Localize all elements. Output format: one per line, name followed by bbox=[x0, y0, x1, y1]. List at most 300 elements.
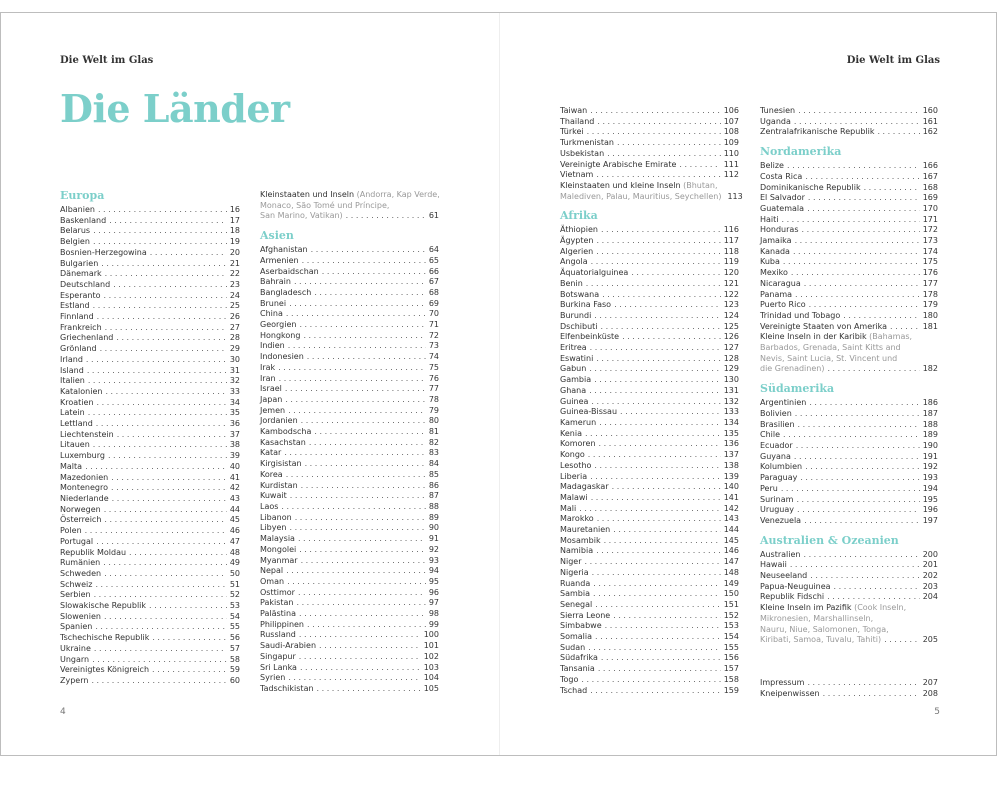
dot-leader bbox=[590, 472, 721, 483]
dot-leader bbox=[279, 374, 426, 385]
toc-entry-page: 58 bbox=[229, 654, 240, 664]
toc-entry-page: 112 bbox=[723, 170, 739, 180]
toc-entry-name: Kasachstan bbox=[260, 437, 306, 447]
toc-entry-page: 29 bbox=[229, 344, 240, 354]
toc-entry-page: 131 bbox=[723, 385, 739, 395]
toc-entry bbox=[260, 673, 439, 684]
toc-entry-name: China bbox=[260, 309, 283, 319]
dot-leader bbox=[590, 106, 721, 117]
toc-entry-page: 116 bbox=[723, 225, 739, 235]
toc-entry-page: 42 bbox=[229, 483, 240, 493]
toc-entry-name: Afghanistan bbox=[260, 245, 308, 255]
toc-entry-line bbox=[260, 190, 439, 201]
dot-leader bbox=[299, 545, 426, 556]
dot-leader bbox=[594, 375, 721, 386]
dot-leader bbox=[791, 268, 920, 279]
toc-entry-name: Aserbaidschan bbox=[260, 266, 319, 276]
toc-entry-page: 117 bbox=[723, 236, 739, 246]
toc-entry-name: Liechtenstein bbox=[60, 429, 114, 439]
toc-entry bbox=[560, 472, 739, 483]
toc-entry-page: 118 bbox=[723, 246, 739, 256]
dot-leader bbox=[116, 333, 226, 344]
toc-entry-name: Schweden bbox=[60, 568, 102, 578]
toc-entry-page: 186 bbox=[922, 398, 938, 408]
toc-entry-page: 94 bbox=[428, 566, 439, 576]
toc-entry-name: Malawi bbox=[560, 492, 588, 502]
toc-entry-name: Kurdistan bbox=[260, 480, 298, 490]
toc-entry bbox=[260, 309, 439, 320]
toc-entry-page: 160 bbox=[922, 106, 938, 115]
dot-leader bbox=[596, 546, 721, 557]
toc-entry bbox=[760, 117, 938, 128]
dot-leader bbox=[783, 257, 920, 268]
toc-entry-name: Uganda bbox=[760, 116, 791, 126]
dot-leader bbox=[288, 341, 426, 352]
toc-entry-name: Kleinstaaten und Inseln bbox=[260, 190, 357, 199]
dot-leader bbox=[594, 311, 720, 322]
dot-leader bbox=[278, 363, 426, 374]
toc-entry bbox=[260, 267, 439, 278]
toc-entry bbox=[60, 548, 240, 559]
toc-entry bbox=[560, 546, 739, 557]
toc-entry bbox=[560, 493, 739, 504]
toc-entry bbox=[60, 237, 240, 248]
toc-entry-page: 173 bbox=[922, 236, 938, 246]
toc-entry-page: 48 bbox=[229, 547, 240, 557]
toc-entry bbox=[760, 550, 938, 561]
toc-entry bbox=[560, 247, 739, 258]
toc-entry bbox=[60, 440, 240, 451]
toc-entry bbox=[260, 299, 439, 310]
toc-entry bbox=[260, 374, 439, 385]
toc-entry-page: 190 bbox=[922, 440, 938, 450]
toc-entry bbox=[760, 689, 938, 700]
toc-entry-page: 17 bbox=[229, 215, 240, 225]
toc-entry-line bbox=[760, 364, 938, 375]
dot-leader bbox=[594, 461, 720, 472]
toc-entry bbox=[760, 290, 938, 301]
dot-leader bbox=[598, 664, 721, 675]
toc-entry bbox=[760, 127, 938, 138]
dot-leader bbox=[807, 678, 919, 689]
toc-entry-name: Panama bbox=[760, 289, 793, 299]
dot-leader bbox=[299, 320, 425, 331]
toc-entry-page: 155 bbox=[723, 642, 739, 652]
dot-leader bbox=[597, 236, 721, 247]
toc-entry bbox=[560, 504, 739, 515]
dot-leader bbox=[804, 516, 920, 527]
dot-leader bbox=[795, 290, 920, 301]
toc-entry-page: 69 bbox=[428, 298, 439, 308]
toc-entry bbox=[60, 291, 240, 302]
toc-entry-page: 168 bbox=[922, 182, 938, 192]
dot-leader bbox=[807, 204, 920, 215]
toc-entry-name: Republik Fidschi bbox=[760, 592, 825, 602]
dot-leader bbox=[104, 569, 227, 580]
toc-entry-page: 192 bbox=[922, 462, 938, 472]
section-heading-suedamerika: Südamerika bbox=[760, 382, 835, 396]
toc-entry-page: 79 bbox=[428, 405, 439, 415]
toc-entry-page: 123 bbox=[723, 300, 739, 310]
toc-entry bbox=[60, 505, 240, 516]
dot-leader bbox=[300, 663, 421, 674]
dot-leader bbox=[299, 652, 421, 663]
toc-entry-page: 55 bbox=[229, 622, 240, 632]
dot-leader bbox=[298, 588, 426, 599]
toc-entry-name: Dschibuti bbox=[560, 321, 598, 331]
toc-entry-page: 46 bbox=[229, 526, 240, 536]
toc-entry-page: 106 bbox=[723, 106, 739, 115]
toc-entry bbox=[260, 630, 439, 641]
toc-entry-name: Kolumbien bbox=[760, 462, 803, 472]
dot-leader bbox=[98, 205, 227, 216]
toc-entry-name: Esperanto bbox=[60, 290, 101, 300]
dot-leader bbox=[783, 430, 920, 441]
dot-leader bbox=[93, 301, 227, 312]
toc-entry-page: 51 bbox=[229, 579, 240, 589]
dot-leader bbox=[117, 430, 227, 441]
dot-leader bbox=[809, 300, 920, 311]
toc-entry-page: 175 bbox=[922, 257, 938, 267]
toc-entry bbox=[60, 333, 240, 344]
toc-entry-name: Komoren bbox=[560, 439, 596, 449]
dot-leader bbox=[152, 633, 226, 644]
toc-entry bbox=[560, 621, 739, 632]
toc-entry-name: Kambodscha bbox=[260, 427, 312, 437]
toc-entry-page: 136 bbox=[723, 439, 739, 449]
toc-entry-name: Kleinstaaten und kleine Inseln bbox=[560, 180, 684, 190]
toc-entry-name: Elfenbeinküste bbox=[560, 332, 620, 342]
toc-entry-note: Mikronesien, Marshallinseln, bbox=[760, 613, 874, 623]
toc-entry-page: 149 bbox=[723, 578, 739, 588]
toc-entry-name: Irland bbox=[60, 354, 83, 364]
toc-entry bbox=[760, 322, 938, 333]
dot-leader bbox=[288, 406, 426, 417]
dot-leader bbox=[284, 448, 425, 459]
dot-leader bbox=[94, 644, 227, 655]
toc-entry-page: 31 bbox=[229, 365, 240, 375]
toc-entry-note: San Marino, Vatikan) bbox=[260, 211, 343, 221]
dot-leader bbox=[601, 322, 721, 333]
toc-entry bbox=[260, 363, 439, 374]
toc-entry bbox=[760, 409, 938, 420]
toc-entry-page: 141 bbox=[723, 492, 739, 502]
toc-entry bbox=[60, 344, 240, 355]
toc-entry-name: Äthiopien bbox=[560, 225, 598, 235]
toc-entry bbox=[560, 127, 739, 138]
toc-entry bbox=[60, 312, 240, 323]
toc-entry-name: Thailand bbox=[560, 116, 595, 126]
dot-leader bbox=[593, 579, 720, 590]
toc-entry-page: 193 bbox=[922, 473, 938, 483]
dot-leader bbox=[787, 161, 920, 172]
toc-entry-page: 188 bbox=[922, 419, 938, 429]
toc-entry-name: Ghana bbox=[560, 385, 587, 395]
toc-entry bbox=[60, 483, 240, 494]
dot-leader bbox=[311, 245, 426, 256]
dot-leader bbox=[289, 523, 425, 534]
dot-leader bbox=[798, 106, 920, 117]
toc-entry-page: 95 bbox=[428, 576, 439, 586]
toc-entry-name: Turkmenistan bbox=[560, 138, 614, 148]
toc-entry bbox=[760, 172, 938, 183]
dot-leader bbox=[877, 127, 919, 138]
toc-entry bbox=[60, 376, 240, 387]
toc-entry-page: 208 bbox=[922, 688, 938, 698]
dot-leader bbox=[803, 550, 919, 561]
toc-entry-page: 120 bbox=[723, 268, 739, 278]
toc-entry-page: 32 bbox=[229, 376, 240, 386]
toc-entry-page: 191 bbox=[922, 451, 938, 461]
dot-leader bbox=[109, 216, 227, 227]
toc-entry-text bbox=[760, 354, 897, 365]
toc-entry-name: Bangladesch bbox=[260, 287, 312, 297]
toc-entry bbox=[560, 482, 739, 493]
toc-entry-line bbox=[760, 603, 938, 614]
nordamerika-extra bbox=[760, 332, 938, 375]
toc-entry-name: Laos bbox=[260, 501, 279, 511]
toc-entry bbox=[60, 590, 240, 601]
toc-entry-name: Zentralafrikanische Republik bbox=[760, 127, 875, 137]
toc-entry bbox=[60, 537, 240, 548]
toc-entry-note: Kiribati, Samoa, Tuvalu, Tahiti) bbox=[760, 635, 882, 645]
toc-entry bbox=[760, 268, 938, 279]
dot-leader bbox=[596, 247, 721, 258]
toc-entry bbox=[760, 279, 938, 290]
dot-leader bbox=[631, 268, 720, 279]
toc-entry-page: 189 bbox=[922, 430, 938, 440]
anhang-list bbox=[760, 678, 938, 699]
toc-entry-page: 96 bbox=[428, 587, 439, 597]
toc-entry-name: Island bbox=[60, 365, 84, 375]
toc-entry bbox=[760, 398, 938, 409]
dot-leader bbox=[613, 611, 720, 622]
toc-entry-line bbox=[760, 354, 938, 365]
dot-leader bbox=[802, 225, 920, 236]
dot-leader bbox=[595, 632, 721, 643]
dot-leader bbox=[795, 409, 920, 420]
toc-entry-page: 122 bbox=[723, 289, 739, 299]
dot-leader bbox=[587, 127, 721, 138]
toc-entry-page: 154 bbox=[723, 632, 739, 642]
toc-entry-page: 91 bbox=[428, 534, 439, 544]
toc-entry-name: Libanon bbox=[260, 512, 292, 522]
toc-entry bbox=[560, 106, 739, 117]
toc-entry-name: Schweiz bbox=[60, 579, 93, 589]
dot-leader bbox=[607, 149, 721, 160]
toc-entry bbox=[260, 288, 439, 299]
toc-entry bbox=[260, 341, 439, 352]
toc-entry bbox=[260, 481, 439, 492]
toc-entry-name: Syrien bbox=[260, 673, 286, 683]
toc-entry bbox=[260, 609, 439, 620]
dot-leader bbox=[890, 322, 920, 333]
toc-entry-page: 57 bbox=[229, 643, 240, 653]
page-number-right: 5 bbox=[934, 707, 940, 717]
toc-entry bbox=[60, 473, 240, 484]
toc-entry bbox=[760, 106, 938, 117]
toc-entry-page: 159 bbox=[723, 685, 739, 695]
toc-entry-name: Äquatorialguinea bbox=[560, 268, 629, 278]
toc-entry-line bbox=[760, 635, 938, 646]
toc-entry bbox=[60, 226, 240, 237]
toc-entry-text bbox=[760, 364, 824, 375]
toc-entry-name: Oman bbox=[260, 576, 285, 586]
toc-entry-page: 179 bbox=[922, 300, 938, 310]
toc-entry bbox=[260, 523, 439, 534]
toc-entry-name: Osttimor bbox=[260, 587, 295, 597]
dot-leader bbox=[149, 601, 227, 612]
toc-entry-page: 200 bbox=[922, 549, 938, 559]
dot-leader bbox=[307, 352, 426, 363]
toc-entry bbox=[260, 545, 439, 556]
toc-entry bbox=[760, 420, 938, 431]
toc-entry-text bbox=[260, 201, 389, 212]
toc-entry-name: Jemen bbox=[260, 405, 286, 415]
toc-entry-text bbox=[760, 603, 906, 614]
dot-leader bbox=[591, 397, 720, 408]
toc-entry-name: Brunei bbox=[260, 298, 287, 308]
toc-entry-page: 60 bbox=[229, 675, 240, 685]
dot-leader bbox=[800, 473, 919, 484]
toc-entry bbox=[560, 600, 739, 611]
toc-entry-name: Italien bbox=[60, 376, 85, 386]
toc-entry-name: Georgien bbox=[260, 320, 297, 330]
dot-leader bbox=[286, 470, 426, 481]
toc-entry-page: 84 bbox=[428, 459, 439, 469]
toc-entry-page: 77 bbox=[428, 384, 439, 394]
toc-entry bbox=[560, 632, 739, 643]
toc-entry bbox=[560, 236, 739, 247]
toc-entry bbox=[560, 429, 739, 440]
toc-entry bbox=[260, 459, 439, 470]
toc-entry-name: Tschad bbox=[560, 685, 588, 695]
toc-entry-page: 66 bbox=[428, 266, 439, 276]
toc-entry-name: Grönland bbox=[60, 344, 97, 354]
toc-entry-note: Nauru, Niue, Salomonen, Tonga, bbox=[760, 624, 889, 634]
dot-leader bbox=[305, 459, 426, 470]
toc-entry-name: Türkei bbox=[560, 127, 584, 137]
toc-entry bbox=[260, 684, 439, 695]
toc-entry-page: 156 bbox=[723, 653, 739, 663]
dot-leader bbox=[601, 225, 721, 236]
toc-entry-page: 47 bbox=[229, 536, 240, 546]
toc-entry-name: Belarus bbox=[60, 226, 91, 236]
toc-entry-line bbox=[560, 191, 743, 203]
toc-entry-name: Madagaskar bbox=[560, 482, 609, 492]
dot-leader bbox=[588, 643, 721, 654]
toc-entry bbox=[60, 205, 240, 216]
toc-entry bbox=[560, 611, 739, 622]
dot-leader bbox=[88, 376, 227, 387]
toc-entry-page: 22 bbox=[229, 269, 240, 279]
toc-entry bbox=[60, 633, 240, 644]
toc-entry-name: Albanien bbox=[60, 205, 95, 214]
dot-leader bbox=[295, 513, 426, 524]
toc-entry-name: Taiwan bbox=[560, 106, 588, 115]
toc-entry-page: 121 bbox=[723, 278, 739, 288]
toc-entry bbox=[760, 247, 938, 258]
toc-entry-page: 72 bbox=[428, 330, 439, 340]
toc-entry-page: 24 bbox=[229, 290, 240, 300]
toc-entry bbox=[560, 450, 739, 461]
toc-entry bbox=[560, 170, 739, 181]
toc-entry bbox=[60, 259, 240, 270]
toc-entry-page: 89 bbox=[428, 512, 439, 522]
toc-entry-name: Senegal bbox=[560, 599, 593, 609]
toc-entry bbox=[260, 663, 439, 674]
toc-entry-page: 56 bbox=[229, 633, 240, 643]
dot-leader bbox=[793, 247, 920, 258]
toc-entry-line bbox=[260, 201, 439, 212]
toc-entry-name: Luxemburg bbox=[60, 451, 105, 461]
toc-entry-name: Guinea-Bissau bbox=[560, 407, 618, 417]
europa-list bbox=[60, 205, 240, 687]
toc-entry-name: Niederlande bbox=[60, 493, 109, 503]
toc-entry bbox=[60, 430, 240, 441]
toc-entry bbox=[760, 257, 938, 268]
toc-entry bbox=[560, 439, 739, 450]
toc-entry-line bbox=[560, 181, 739, 192]
toc-entry-page: 65 bbox=[428, 255, 439, 265]
toc-entry bbox=[60, 515, 240, 526]
toc-entry bbox=[760, 204, 938, 215]
toc-entry bbox=[260, 598, 439, 609]
toc-entry-name: Vereinigte Staaten von Amerika bbox=[760, 321, 888, 331]
toc-entry-note: die Grenadinen) bbox=[760, 364, 825, 374]
toc-entry-name: Bolivien bbox=[760, 408, 792, 418]
dot-leader bbox=[585, 557, 721, 568]
dot-leader bbox=[105, 387, 226, 398]
toc-entry-line bbox=[260, 211, 439, 222]
toc-entry-name: Mazedonien bbox=[60, 472, 109, 482]
toc-entry-name: Bahrain bbox=[260, 277, 291, 287]
toc-entry bbox=[60, 366, 240, 377]
toc-entry-page: 87 bbox=[428, 491, 439, 501]
dot-leader bbox=[104, 291, 227, 302]
toc-entry bbox=[760, 300, 938, 311]
toc-entry bbox=[260, 277, 439, 288]
dot-leader bbox=[808, 193, 920, 204]
toc-entry-name: Latein bbox=[60, 408, 85, 418]
europa-extra bbox=[260, 190, 439, 222]
dot-leader bbox=[92, 655, 227, 666]
toc-entry bbox=[560, 514, 739, 525]
toc-entry bbox=[60, 580, 240, 591]
dot-leader bbox=[108, 451, 227, 462]
nordamerika-list bbox=[760, 161, 938, 332]
toc-entry-name: Malta bbox=[60, 461, 83, 471]
toc-entry-note: (Cook Inseln, bbox=[854, 603, 907, 613]
toc-entry-name: Nicaragua bbox=[760, 278, 801, 288]
toc-entry bbox=[760, 516, 938, 527]
toc-entry-page: 73 bbox=[428, 341, 439, 351]
toc-entry-page: 145 bbox=[723, 535, 739, 545]
dot-leader bbox=[85, 526, 227, 537]
toc-entry-page: 67 bbox=[428, 277, 439, 287]
running-header-right: Die Welt im Glas bbox=[846, 55, 940, 66]
toc-entry-name: Angola bbox=[560, 257, 588, 267]
toc-entry-page: 181 bbox=[922, 321, 938, 331]
dot-leader bbox=[289, 299, 426, 310]
toc-entry bbox=[60, 269, 240, 280]
toc-entry-name: Indien bbox=[260, 341, 285, 351]
toc-entry-page: 54 bbox=[229, 611, 240, 621]
toc-entry bbox=[760, 452, 938, 463]
dot-leader bbox=[790, 560, 920, 571]
toc-entry-name: Ägypten bbox=[560, 236, 594, 246]
toc-entry-page: 167 bbox=[922, 171, 938, 181]
